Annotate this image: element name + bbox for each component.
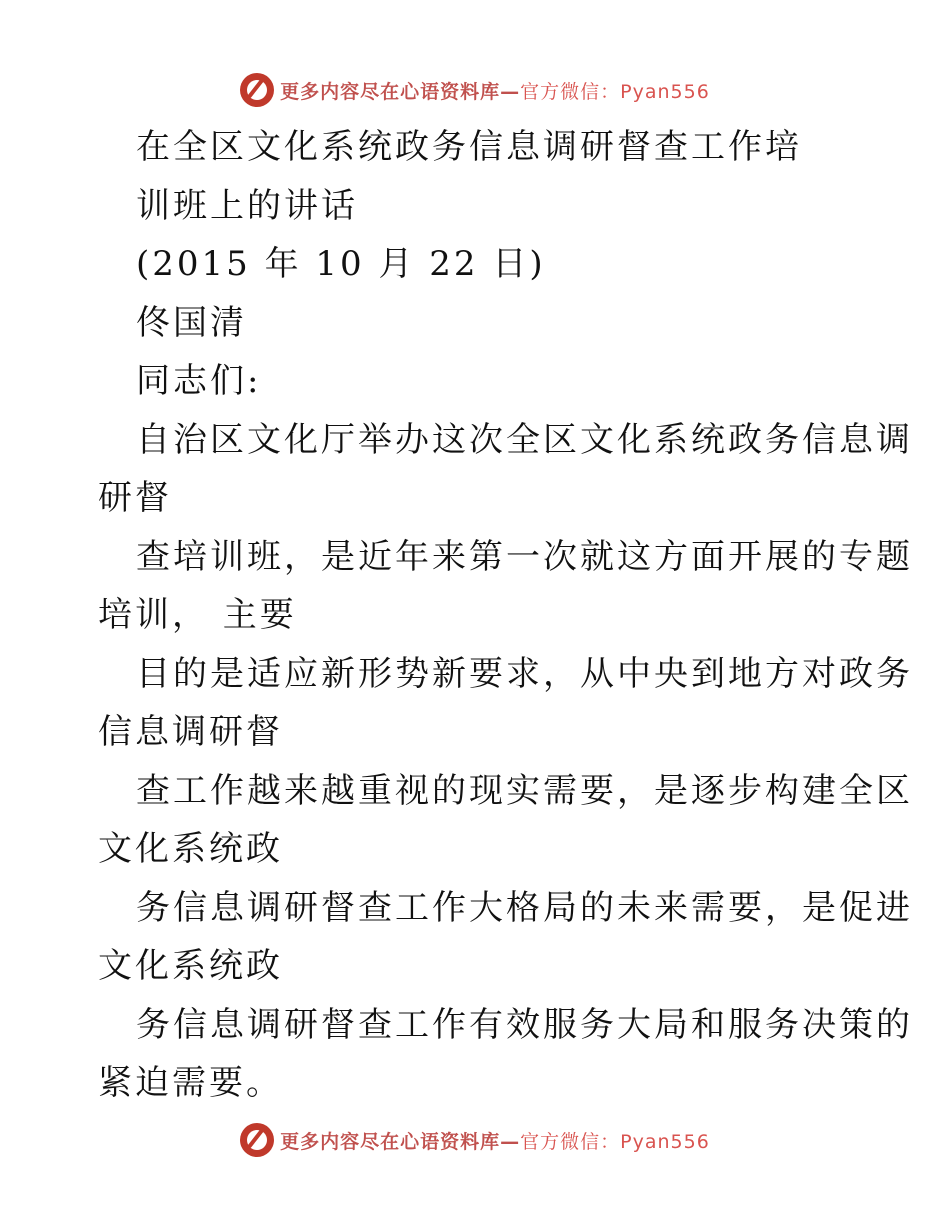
date-line: (2015 年 10 月 22 日) bbox=[136, 244, 546, 284]
pen-logo-icon bbox=[240, 73, 274, 107]
header-watermark-banner bbox=[0, 70, 950, 110]
banner-site-text: 更多内容尽在心语资料库— bbox=[280, 80, 521, 103]
pen-logo-icon bbox=[240, 1123, 274, 1157]
paragraph-line: 务信息调研督查工作大格局的未来需要，是促进 bbox=[136, 887, 913, 928]
paragraph-line: 查培训班，是近年来第一次就这方面开展的专题 bbox=[136, 536, 913, 577]
paragraph-line: 查工作越来越重视的现实需要，是逐步构建全区 bbox=[136, 770, 913, 811]
paragraph-line: 目的是适应新形势新要求，从中央到地方对政务 bbox=[136, 653, 913, 694]
paragraph-line: 文化系统政 bbox=[98, 829, 283, 869]
paragraph-line: 务信息调研督查工作有效服务大局和服务决策的 bbox=[136, 1004, 913, 1045]
author-line: 佟国清 bbox=[136, 302, 247, 343]
paragraph-line: 紧迫需要。 bbox=[98, 1063, 283, 1103]
banner-site-text: 更多内容尽在心语资料库— bbox=[280, 1130, 521, 1153]
paragraph-line: 文化系统政 bbox=[98, 946, 283, 986]
document-body bbox=[98, 118, 913, 1113]
salutation-line: 同志们: bbox=[136, 361, 262, 401]
paragraph-line: 信息调研督 bbox=[98, 712, 283, 752]
paragraph-line: 研督 bbox=[98, 478, 172, 518]
banner-wechat-text: 官方微信：Pyan556 bbox=[520, 1130, 710, 1153]
banner-wechat-text: 官方微信：Pyan556 bbox=[520, 80, 710, 103]
paragraph-line: 自治区文化厅举办这次全区文化系统政务信息调 bbox=[136, 419, 913, 460]
title-line-1: 在全区文化系统政务信息调研督查工作培 bbox=[136, 127, 802, 167]
title-line-2: 训班上的讲话 bbox=[136, 185, 358, 226]
footer-watermark-banner bbox=[0, 1120, 950, 1160]
paragraph-line: 培训， 主要 bbox=[98, 595, 297, 635]
